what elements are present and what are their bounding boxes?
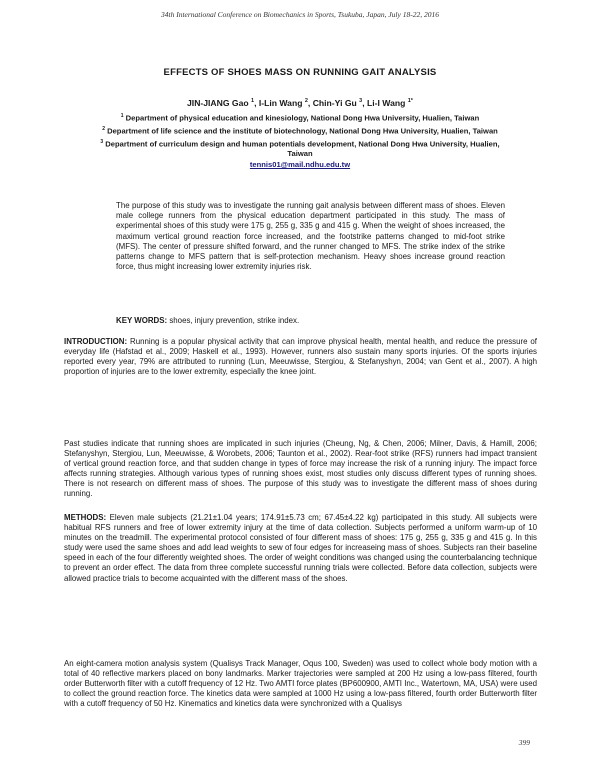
author-affiliation-mark: 2 <box>304 98 308 105</box>
methods-paragraph <box>64 513 537 584</box>
paragraph-text: Running is a popular physical activity that can improve physical health, mental health, and reduce the pressure of everyday life (Hafstad et al., 2009; Haskell et al., 1993). However, runners also sustain many sports injuries. Of the sports injuries reported every year, 79% are attributed to running (Lun, Meeuwisse, Stergiou, & Stefanyshyn, 2004; van Gent et al., 2007). A high proportion of injuries are to the lower extremity, especially the knee joint. <box>64 337 537 377</box>
author-name: , Chin-Yi Gu <box>307 98 357 108</box>
affiliation <box>92 111 508 124</box>
affiliation-text: Department of curriculum design and human potentials development, National Dong Hwa University, Hualien, Taiwan <box>105 139 500 159</box>
paragraph-text: Eleven male subjects (21.21±1.04 years; 174.91±5.73 cm; 67.45±4.22 kg) participated in this study. All subjects were habitual RFS runners and free of lower extremity injury at the time of data collection. Subjects performed a uniform warm-up of 10 minutes on the treadmill. The experimental protocol consisted of four different mass of shoes: 175 g, 255 g, 335 g and 415 g. In this study were used the same shoes and add lead weights to sew of four edges for increaseing mass of shoes. Subjects ran their baseline speed in each of the four differently weighted shoes. The order of weight conditions was changed using the counterbalancing technique to prevent an order effect. The data from three complete successful running trials were collected. Before data collection, subjects were allowed practice trials to become acquainted with the different mass of the shoes. <box>64 513 537 583</box>
author-affiliation-mark: 3 <box>359 98 363 105</box>
affiliation <box>92 137 508 160</box>
email-link[interactable]: tennis01@mail.ndhu.edu.tw <box>249 159 351 169</box>
section-heading-introduction: INTRODUCTION: <box>64 337 128 346</box>
running-head: 34th International Conference on Biomechanics in Sports, Tsukuba, Japan, July 18-22, 2016 <box>161 10 439 19</box>
affiliation <box>92 124 508 137</box>
paper-title: EFFECTS OF SHOES MASS ON RUNNING GAIT ANALYSIS <box>163 67 437 78</box>
abstract: The purpose of this study was to investigate the running gait analysis between different mass of shoes. Eleven male college runners from the physical education department participated in this study. The mass of experimental shoes of this study were 175 g, 255 g, 335 g and 415 g. When the weight of shoes increased, the maximum vertical ground reaction force increased, and the footstrike patterns changed to mid-foot strike (MFS). The center of pressure shifted forward, and the runner changed to MFS. The strike index of the strike patterns change to MFS pattern that is self-protection mechanism. Heavy shoes increase ground reaction force, thus might increasing lower extremity injuries risk. <box>116 201 505 272</box>
author-name: JIN-JIANG Gao <box>187 98 249 108</box>
introduction-paragraph: Past studies indicate that running shoes are implicated in such injuries (Cheung, Ng, & Chen, 2006; Milner, Davis, & Hamill, 2006; Stefanyshyn, Stergiou, Lun, Meeuwisse, & Worobets, 2006; Taunton et al., 2002). Rear-foot strike (RFS) runners had impact transient of vertical ground reaction force, and that sudden change in types of force may increase the risk of a running injury. The impact force affects running strategies. Although various types of running shoes exist, most studies only discuss different types of running shoes. There is not research on different mass of shoes. The purpose of this study was to investigate the different mass of shoes during running. <box>64 439 537 499</box>
section-heading-methods: METHODS: <box>64 513 107 522</box>
author-name: , I-Lin Wang <box>254 98 303 108</box>
author-list <box>40 98 560 108</box>
affiliation-text: Department of physical education and kinesiology, National Dong Hwa University, Hualien, Taiwan <box>125 113 480 123</box>
author-affiliation-mark: 1* <box>407 98 413 105</box>
keywords <box>116 316 505 326</box>
page-number: 399 <box>518 738 530 747</box>
keywords-text: shoes, injury prevention, strike index. <box>167 316 300 325</box>
email-line <box>92 160 508 170</box>
keywords-label: KEY WORDS: <box>116 316 168 325</box>
affiliation-block <box>92 111 508 170</box>
methods-paragraph: An eight-camera motion analysis system (Qualisys Track Manager, Oqus 100, Sweden) was used to collect whole body motion with a total of 40 reflective markers placed on bony landmarks. Marker trajectories were sampled at 200 Hz using a low-pass filtered, fourth order Butterworth filter with a cutoff frequency of 12 Hz. Two AMTI force plates (BP600900, AMTI Inc., Watertown, MA, USA) were used to collect the ground reaction force. The kinetics data were sampled at 1000 Hz using a low-pass filtered, fourth order Butterworth filter with a cutoff frequency of 50 Hz. Kinematics and kinetics data were synchronized with a Qualisys <box>64 659 537 709</box>
introduction-paragraph <box>64 337 537 377</box>
affiliation-mark: 2 <box>102 125 105 132</box>
author-name: , Li-I Wang <box>362 98 406 108</box>
affiliation-text: Department of life science and the institute of biotechnology, National Dong Hwa University, Hualien, Taiwan <box>107 126 498 136</box>
affiliation-mark: 3 <box>100 138 104 145</box>
author-affiliation-mark: 1 <box>251 98 255 105</box>
affiliation-mark: 1 <box>120 113 124 119</box>
